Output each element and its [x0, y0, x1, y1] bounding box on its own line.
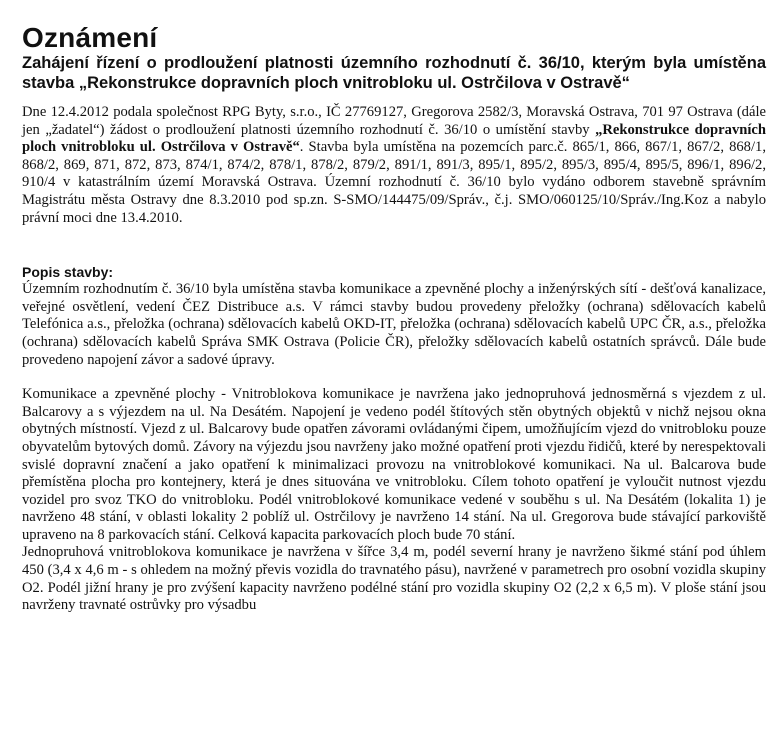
document-subtitle: Zahájení řízení o prodloužení platnosti územního rozhodnutí č. 36/10, kterým byla umístěna stavba „Rekonstrukce dopravních ploch vnitrobloku ul. Ostrčilova v Ostravě“	[22, 54, 766, 92]
roads-paragraph: Komunikace a zpevněné plochy - Vnitroblokova komunikace je navržena jako jednopruhová jednosměrná s vjezdem z ul. Balcarovy a s výjezdem na ul. Na Desátém. Napojení je vedeno podél štítových stěn obytných objektů v nichž nejsou okna obytných místností. Vjezd z ul. Balcarovy bude opatřen závorami ovládanými čipem, umožňujícím vjezd do vnitrobloku pouze obyvatelům bytových domů. Závory na výjezdu jsou navrženy jako možné opatření proti vjezdu řidičů, které by nerespektovali svislé dopravní značení a jako opatření k minimalizaci provozu na vnitroblokové komunikaci. Na ul. Balcarova bude přemístěna plocha pro kontejnery, která je dnes situována ve vnitrobloku. Cílem tohoto opatření je vyloučit nutnost vjezdu vozidel pro svoz TKO do vnitrobloku. Podél vnitroblokové komunikace vedené v souběhu s ul. Na Desátém (lokalita 1) je navrženo 48 stání, v oblasti lokality 2 poblíž ul. Ostrčilovy je navrženo 14 stání. Na ul. Gregorova bude stávající parkoviště upraveno na 8 parkovacích stání. Celková kapacita parkovacích ploch bude 70 stání.	[22, 386, 766, 543]
intro-text: Dne 12.4.2012 podala společnost RPG Byty, s.r.o., IČ 27769127, Gregorova 2582/3, Moravská Ostrava, 701 97 Ostrava (dále jen „žadatel“) žádost o prodloužení platnosti územního rozhodnutí č. 36/10 o umístění stavby	[22, 104, 766, 138]
intro-text-continued: . Stavba byla umístěna na pozemcích parc.č. 865/1, 866, 867/1, 867/2, 868/1, 868/2, 869, 871, 872, 873, 874/1, 874/2, 878/1, 878/2, 879/2, 891/1, 891/3, 895/1, 895/2, 895/3, 895/4, 895/5, 896/1, 896/2, 910/4 v katastrálním území Moravská Ostrava. Územní rozhodnutí č. 36/10 bylo vydáno odborem stavebně správním Magistrátu města Ostravy dne 8.3.2010 pod sp.zn. S-SMO/144475/09/Správ., č.j. SMO/060125/10/Správ./Ing.Koz a nabylo právní moci dne 13.4.2010.	[22, 139, 766, 226]
document-page	[22, 0, 766, 615]
section-heading: Popis stavby:	[22, 264, 114, 281]
lane-paragraph: Jednopruhová vnitroblokova komunikace je navržena v šířce 3,4 m, podél severní hrany je navrženo šikmé stání pod úhlem 450 (3,4 x 4,6 m - s ohledem na možný převis vozidla do travnatého pásu), navržené v parametrech pro osobní vozidla skupiny O2. Podél jižní hrany je pro zvýšení kapacity navrženo podélné stání pro vozidla skupiny O2 (2,2 x 6,5 m). V ploše stání jsou navrženy travnaté ostrůvky pro výsadbu	[22, 544, 766, 614]
intro-project-name: „Rekonstrukce dopravních ploch vnitrobloku ul. Ostrčilova v Ostravě“	[22, 121, 767, 156]
intro-paragraph	[22, 104, 766, 227]
document-title: Oznámení	[22, 22, 158, 53]
description-paragraph: Územním rozhodnutím č. 36/10 byla umístěna stavba komunikace a zpevněné plochy a inženýrských sítí - dešťová kanalizace, veřejné osvětlení, vedení ČEZ Distribuce a.s. V rámci stavby budou provedeny přeložky (ochrana) sdělovacích kabelů Telefónica a.s., přeložka (ochrana) sdělovacích kabelů OKD-IT, přeložka (ochrana) sdělovacích kabelů UPC ČR, a.s., přeložka (ochrana) sdělovacích kabelů Správa SMK Ostrava (Policie ČR), přeložky sdělovacích kabelů ostatních správců. Dále bude provedeno napojení závor a sadové úpravy.	[22, 281, 766, 368]
